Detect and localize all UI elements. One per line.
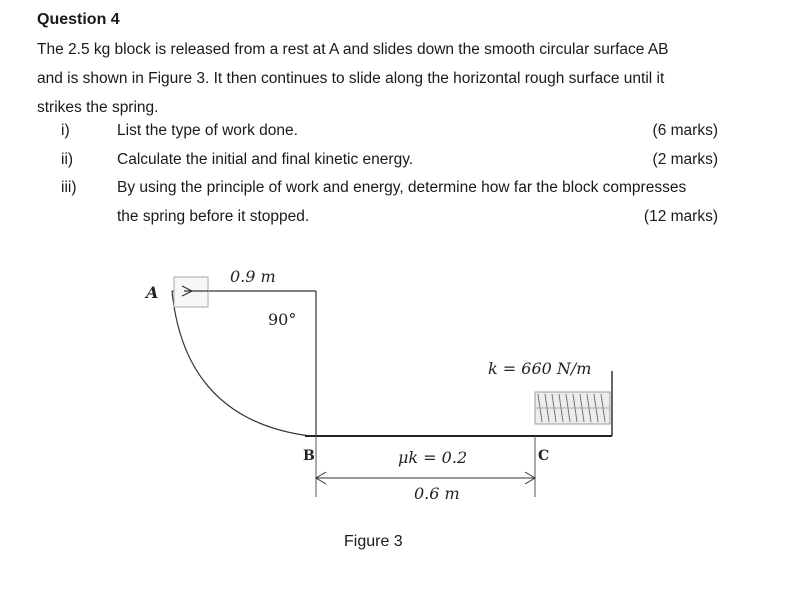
intro-line-2: and is shown in Figure 3. It then continues to slide along the horizontal rough surface until it	[37, 70, 665, 87]
sub-question-text: By using the principle of work and energy, determine how far the block compresses	[117, 179, 687, 196]
sub-question-text: the spring before it stopped.	[117, 208, 310, 225]
distance-label: 0.6 m	[414, 484, 460, 503]
spring	[535, 392, 610, 424]
sub-question-marks: (12 marks)	[643, 208, 718, 225]
sub-question-text: List the type of work done.	[117, 122, 298, 139]
sub-question-marks: (2 marks)	[652, 151, 718, 168]
sub-question-number: iii)	[61, 179, 77, 196]
label-a: A	[146, 283, 159, 302]
label-c: C	[538, 448, 550, 464]
sub-question-text: Calculate the initial and final kinetic energy.	[117, 151, 414, 168]
angle-label: 90°	[268, 310, 297, 329]
intro-line-1: The 2.5 kg block is released from a rest at A and slides down the smooth circular surface AB	[37, 41, 669, 58]
sub-question-marks: (6 marks)	[652, 122, 718, 139]
sub-question-number: ii)	[61, 151, 74, 168]
label-b: B	[303, 448, 315, 464]
question-heading: Question 4	[37, 11, 120, 28]
sub-question-number: i)	[61, 122, 70, 139]
spring-constant-label: k = 660 N/m	[488, 359, 592, 378]
radius-label: 0.9 m	[230, 267, 276, 286]
intro-line-3: strikes the spring.	[37, 99, 159, 116]
figure-caption: Figure 3	[344, 533, 403, 550]
friction-label: μk = 0.2	[398, 448, 468, 467]
